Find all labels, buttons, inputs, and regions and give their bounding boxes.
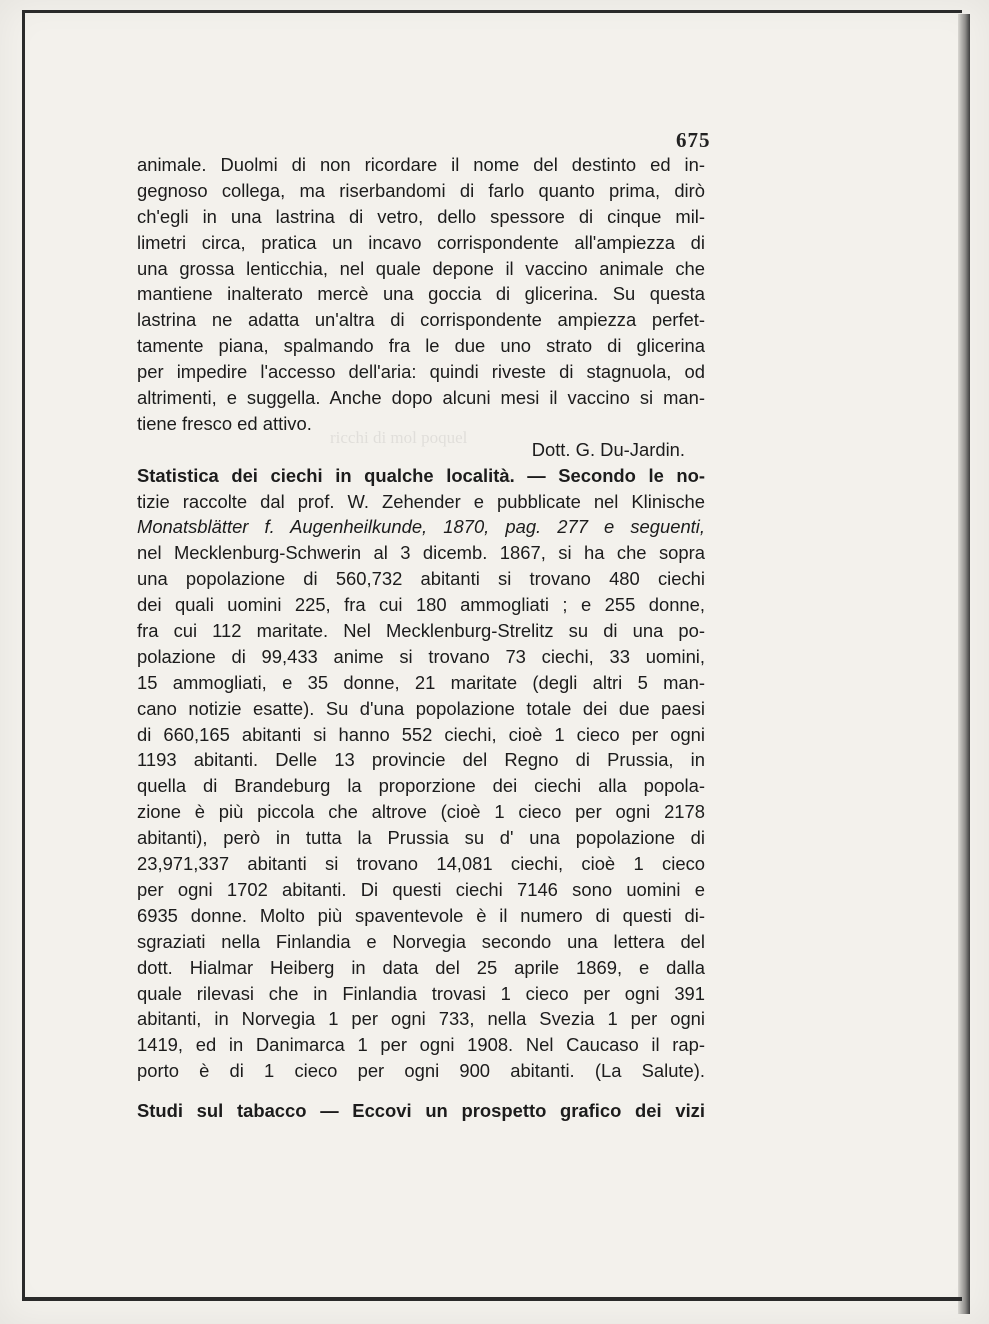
text-line: quella di Brandeburg la proporzione dei ciechi alla popola- [137,775,705,797]
text-line: per impedire l'accesso dell'aria: quindi riveste di stagnuola, od [137,361,705,383]
text-line: 6935 donne. Molto più spaventevole è il numero di questi di- [137,904,705,926]
scan-border-top [22,10,962,13]
text-line: tamente piana, spalmando fra le due uno strato di glicerina [137,335,705,357]
text-line: porto è di 1 cieco per ogni 900 abitanti. (La Salute). [137,1060,705,1082]
text-line: abitanti), però in tutta la Prussia su d' una popolazione di [137,827,705,849]
text-line: sgraziati nella Finlandia e Norvegia secondo una lettera del [137,930,705,952]
text-line: altrimenti, e suggella. Anche dopo alcuni mesi il vaccino si man- [137,387,705,409]
text-line: di 660,165 abitanti si hanno 552 ciechi, cioè 1 cieco per ogni [137,723,705,745]
text-line: polazione di 99,433 anime si trovano 73 ciechi, 33 uomini, [137,645,705,667]
text-line: lastrina ne adatta un'altra di corrispondente ampiezza perfet- [137,309,705,331]
text-line: mantiene inalterato mercè una goccia di glicerina. Su questa [137,283,705,305]
text-line: nel Mecklenburg-Schwerin al 3 dicemb. 1867, si ha che sopra [137,542,705,564]
text-line: abitanti, in Norvegia 1 per ogni 733, nella Svezia 1 per ogni [137,1008,705,1030]
text-line: 23,971,337 abitanti si trovano 14,081 ciechi, cioè 1 cieco [137,853,705,875]
text-line: zione è più piccola che altrove (cioè 1 cieco per ogni 2178 [137,801,705,823]
author-signature: Dott. G. Du-Jardin. [531,438,685,460]
text-line: cano notizie esatte). Su d'una popolazione totale dei due paesi [137,697,705,719]
body-text [137,152,705,1124]
text-line: quale rilevasi che in Finlandia trovasi 1 cieco per ogni 391 [137,982,705,1004]
text-line: animale. Duolmi di non ricordare il nome del destinto ed in- [137,154,705,175]
text-line: tizie raccolte dal prof. W. Zehender e pubblicate nel Klinische [137,490,705,512]
text-line: dott. Hialmar Heiberg in data del 25 aprile 1869, e dalla [137,956,705,978]
text-line: ch'egli in una lastrina di vetro, dello spessore di cinque mil- [137,205,705,227]
scan-border-bottom [22,1297,962,1301]
text-line: limetri circa, pratica un incavo corrispondente all'ampiezza di [137,231,705,253]
text-line: fra cui 112 maritate. Nel Mecklenburg-Strelitz su di una po- [137,620,705,642]
bleed-through: ricchi di mol poquel [330,428,468,447]
text-line: dei quali uomini 225, fra cui 180 ammogliati ; e 255 donne, [137,594,705,616]
text-line: una popolazione di 560,732 abitanti si trovano 480 ciechi [137,568,705,590]
text-line: 1193 abitanti. Delle 13 provincie del Regno di Prussia, in [137,749,705,771]
page-number: 675 [676,128,711,152]
text-line: gegnoso collega, ma riserbandomi di farlo quanto prima, dirò [137,179,705,201]
scan-border-left [22,10,25,1300]
text-line: tiene fresco ed attivo. [137,412,312,434]
section-heading-line: Studi sul tabacco — Eccovi un prospetto grafico dei vizi [137,1100,705,1122]
scan-border-right [958,14,970,1314]
section-heading-line: Statistica dei ciechi in qualche località. — Secondo le no- [137,464,705,486]
text-line: 1419, ed in Danimarca 1 per ogni 1908. Nel Caucaso il rap- [137,1034,705,1056]
text-line: una grossa lenticchia, nel quale depone il vaccino animale che [137,257,705,279]
text-line: per ogni 1702 abitanti. Di questi ciechi 7146 sono uomini e [137,878,705,900]
text-line: 15 ammogliati, e 35 donne, 21 maritate (degli altri 5 man- [137,671,705,693]
text-line: Monatsblätter f. Augenheilkunde, 1870, pag. 277 e seguenti, [137,516,705,538]
